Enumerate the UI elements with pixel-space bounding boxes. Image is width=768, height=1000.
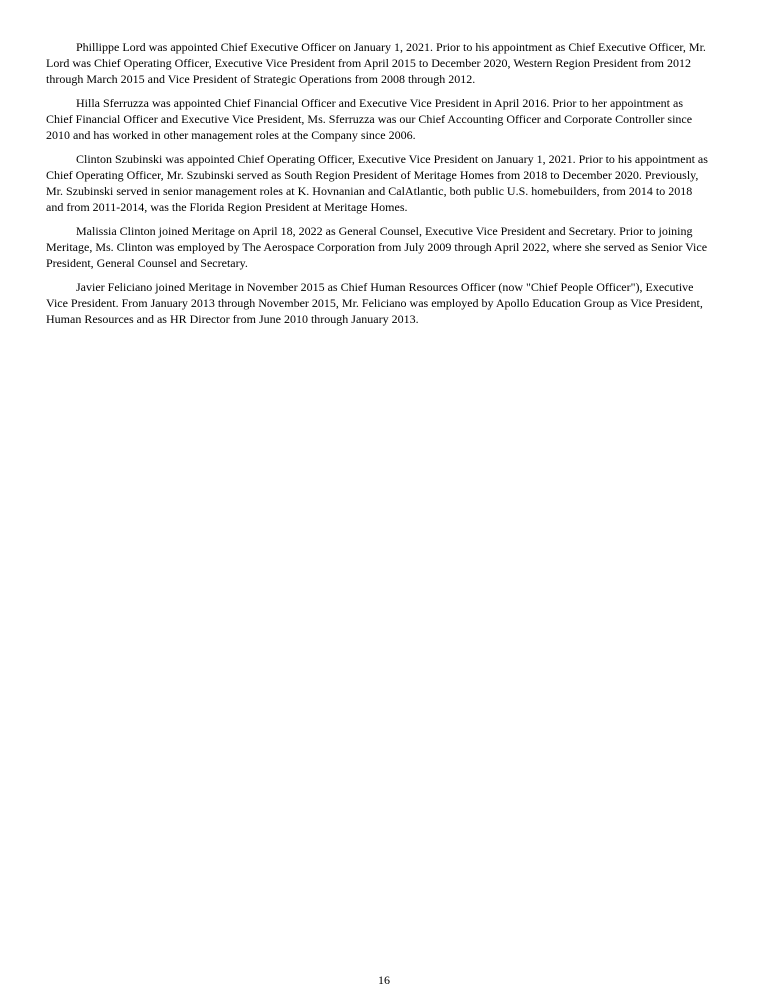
document-body-text [46, 39, 710, 335]
paragraph-bio-hilla-sferruzza: Hilla Sferruzza was appointed Chief Financial Officer and Executive Vice President in April 2016. Prior to her appointment as Chief Financial Officer and Executive Vice President, Ms. Sferruzza was our Chief Accounting Officer and Corporate Controller since 2010 and has worked in other management roles at the Company since 2006. [46, 96, 693, 142]
paragraph-bio-javier-feliciano: Javier Feliciano joined Meritage in November 2015 as Chief Human Resources Officer (now "Chief People Officer"), Executive Vice President. From January 2013 through November 2015, Mr. Feliciano was employed by Apollo Education Group as Vice President, Human Resources and as HR Director from June 2010 through January 2013. [46, 280, 703, 326]
page-number: 16 [378, 973, 390, 987]
paragraph-bio-malissia-clinton: Malissia Clinton joined Meritage on April 18, 2022 as General Counsel, Executive Vice President and Secretary. Prior to joining Meritage, Ms. Clinton was employed by The Aerospace Corporation from July 2009 through April 2022, where she served as Senior Vice President, General Counsel and Secretary. [46, 224, 708, 270]
paragraph-bio-clinton-szubinski: Clinton Szubinski was appointed Chief Operating Officer, Executive Vice President on January 1, 2021. Prior to his appointment as Chief Operating Officer, Mr. Szubinski served as South Region President of Meritage Homes from 2018 to December 2020. Previously, Mr. Szubinski served in senior management roles at K. Hovnanian and CalAtlantic, both public U.S. homebuilders, from 2014 to 2018 and from 2011-2014, was the Florida Region President at Meritage Homes. [46, 152, 708, 214]
paragraph-bio-phillippe-lord: Phillippe Lord was appointed Chief Executive Officer on January 1, 2021. Prior to his appointment as Chief Executive Officer, Mr. Lord was Chief Operating Officer, Executive Vice President from April 2015 to December 2020, Western Region President from 2012 through March 2015 and Vice President of Strategic Operations from 2008 through 2012. [46, 40, 706, 86]
